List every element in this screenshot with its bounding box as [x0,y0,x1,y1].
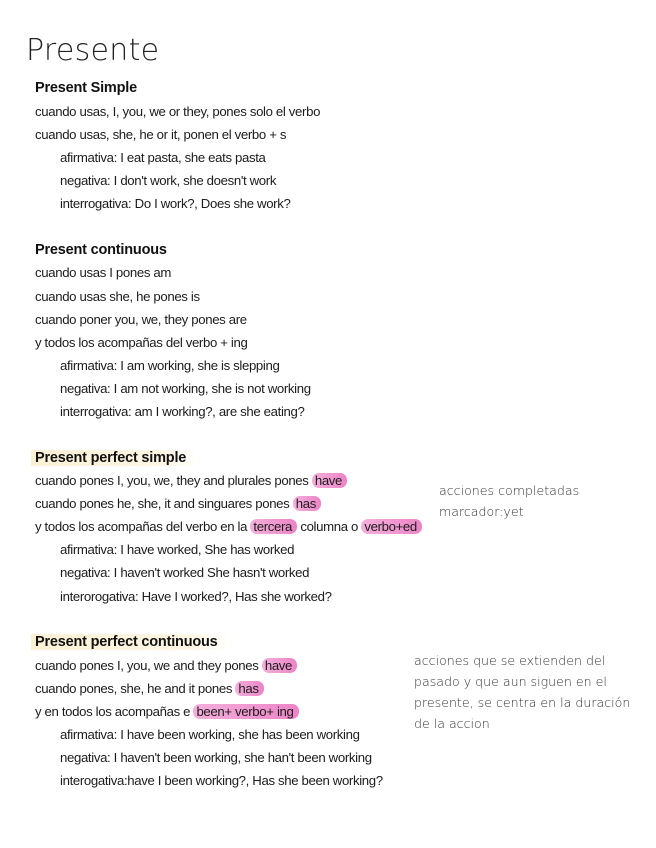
note-line: pasado y que aun siguen en el [414,674,607,689]
highlight-tercera: tercera [250,519,297,534]
example-negative: negativa: I haven't been working, she han't been working [60,750,372,765]
note-line: presente, se centra en la duración [414,695,631,710]
rule-text: columna o [297,519,362,534]
page-title: Presente [26,33,160,68]
rule-text: y en todos los acompañas e [35,704,194,719]
rule-line [35,496,321,511]
rule-line [35,473,347,488]
rule-line: cuando usas, she, he or it, ponen el verbo + s [35,127,287,142]
highlight-have: have [312,473,347,488]
rule-line [35,681,264,696]
example-negative: negativa: I don't work, she doesn't work [60,173,277,188]
note-line: de la accion [414,716,490,731]
rule-line: cuando usas, I, you, we or they, pones solo el verbo [35,104,321,119]
example-affirmative: afirmativa: I eat pasta, she eats pasta [60,150,266,165]
rule-line: y todos los acompañas del verbo + ing [35,335,248,350]
section-heading: Present perfect continuous [31,634,230,650]
example-interrogative: interrogativa: Do I work?, Does she work? [60,196,291,211]
rule-text: cuando pones I, you, we, they and plurales pones [35,473,312,488]
highlight-been-verbo-ing: been+ verbo+ ing [193,704,298,719]
example-negative: negativa: I haven't worked She hasn't worked [60,565,310,580]
note-line: marcador:yet [439,504,524,519]
rule-line [35,704,299,719]
highlight-has: has [293,496,321,511]
rule-text: cuando pones, she, he and it pones [35,681,236,696]
rule-text: cuando pones I, you, we and they pones [35,658,262,673]
example-affirmative: afirmativa: I have been working, she has been working [60,727,360,742]
rule-line: cuando usas she, he pones is [35,289,200,304]
highlight-have: have [262,658,297,673]
example-interrogative: interorogativa: Have I worked?, Has she worked? [60,589,332,604]
rule-line: cuando poner you, we, they pones are [35,312,247,327]
note-line: acciones que se extienden del [414,653,606,668]
side-note [414,650,630,734]
highlight-has: has [235,681,263,696]
rule-text: cuando pones he, she, it and singuares pones [35,496,293,511]
section-heading: Present perfect simple [31,450,198,466]
highlight-verbo-ed: verbo+ed [361,519,422,534]
example-negative: negativa: I am not working, she is not working [60,381,311,396]
example-affirmative: afirmativa: I have worked, She has worked [60,542,295,557]
note-line: acciones completadas [439,483,580,498]
side-note [439,480,579,522]
section-heading: Present continuous [35,242,167,258]
example-interrogative: interrogativa: am I working?, are she eating? [60,404,305,419]
rule-line [35,519,422,534]
rule-line [35,658,297,673]
example-affirmative: afirmativa: I am working, she is slepping [60,358,280,373]
section-heading: Present Simple [35,80,137,96]
example-interrogative: interogativa:have I been working?, Has she been working? [60,773,383,788]
rule-text: y todos los acompañas del verbo en la [35,519,251,534]
rule-line: cuando usas I pones am [35,265,171,280]
